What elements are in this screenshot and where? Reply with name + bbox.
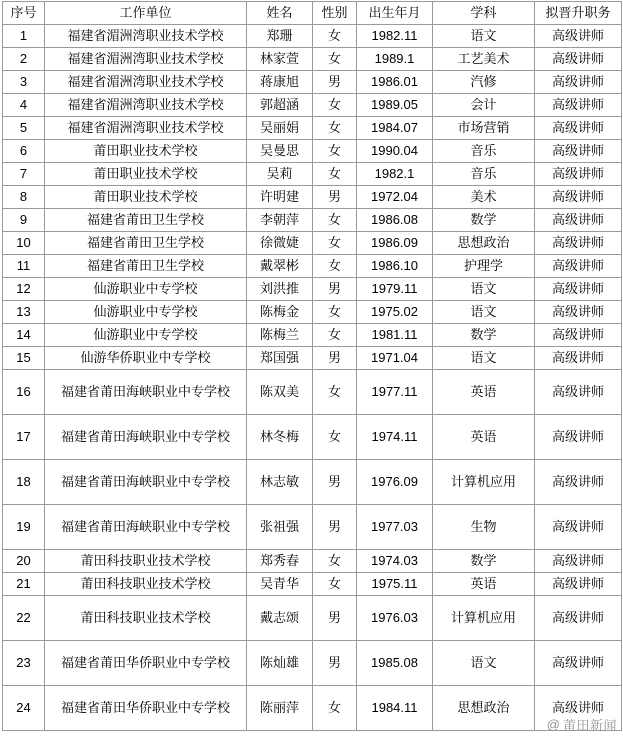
cell-seq: 13 <box>3 301 45 324</box>
cell-sex: 女 <box>313 25 357 48</box>
cell-subject: 汽修 <box>433 71 535 94</box>
table-header <box>3 2 622 25</box>
cell-seq: 24 <box>3 686 45 731</box>
table-row <box>3 71 622 94</box>
cell-seq: 3 <box>3 71 45 94</box>
cell-post: 高级讲师 <box>535 641 622 686</box>
cell-dob: 1977.11 <box>357 370 433 415</box>
cell-dob: 1972.04 <box>357 186 433 209</box>
cell-unit: 福建省湄洲湾职业技术学校 <box>45 71 247 94</box>
cell-name: 张祖强 <box>247 505 313 550</box>
table-row <box>3 278 622 301</box>
cell-seq: 2 <box>3 48 45 71</box>
cell-seq: 16 <box>3 370 45 415</box>
cell-post: 高级讲师 <box>535 117 622 140</box>
cell-unit: 福建省莆田海峡职业中专学校 <box>45 370 247 415</box>
cell-post: 高级讲师 <box>535 94 622 117</box>
cell-name: 戴志颂 <box>247 596 313 641</box>
cell-seq: 12 <box>3 278 45 301</box>
table-row <box>3 460 622 505</box>
cell-dob: 1979.11 <box>357 278 433 301</box>
cell-post: 高级讲师 <box>535 686 622 731</box>
cell-post: 高级讲师 <box>535 163 622 186</box>
cell-seq: 9 <box>3 209 45 232</box>
table-body <box>3 25 622 731</box>
table-row <box>3 48 622 71</box>
table-header-row <box>3 2 622 25</box>
table-row <box>3 25 622 48</box>
cell-post: 高级讲师 <box>535 596 622 641</box>
cell-seq: 23 <box>3 641 45 686</box>
cell-post: 高级讲师 <box>535 505 622 550</box>
watermark-text: 莆田新闻 <box>562 718 617 733</box>
cell-subject: 数学 <box>433 324 535 347</box>
cell-post: 高级讲师 <box>535 71 622 94</box>
cell-post: 高级讲师 <box>535 415 622 460</box>
cell-post: 高级讲师 <box>535 186 622 209</box>
cell-sex: 女 <box>313 370 357 415</box>
cell-sex: 男 <box>313 347 357 370</box>
table-row <box>3 573 622 596</box>
cell-seq: 19 <box>3 505 45 550</box>
cell-subject: 语文 <box>433 278 535 301</box>
cell-sex: 男 <box>313 71 357 94</box>
cell-post: 高级讲师 <box>535 347 622 370</box>
cell-post: 高级讲师 <box>535 278 622 301</box>
cell-name: 林冬梅 <box>247 415 313 460</box>
cell-name: 林家萱 <box>247 48 313 71</box>
cell-subject: 语文 <box>433 641 535 686</box>
cell-sex: 男 <box>313 460 357 505</box>
cell-sex: 女 <box>313 117 357 140</box>
cell-unit: 莆田科技职业技术学校 <box>45 596 247 641</box>
cell-post: 高级讲师 <box>535 25 622 48</box>
cell-sex: 女 <box>313 163 357 186</box>
cell-unit: 莆田科技职业技术学校 <box>45 573 247 596</box>
cell-subject: 音乐 <box>433 163 535 186</box>
cell-name: 吴丽娟 <box>247 117 313 140</box>
table-row <box>3 505 622 550</box>
cell-name: 陈灿雄 <box>247 641 313 686</box>
cell-sex: 男 <box>313 278 357 301</box>
cell-sex: 女 <box>313 415 357 460</box>
cell-sex: 女 <box>313 94 357 117</box>
cell-dob: 1986.01 <box>357 71 433 94</box>
cell-subject: 护理学 <box>433 255 535 278</box>
table-row <box>3 641 622 686</box>
cell-name: 陈双美 <box>247 370 313 415</box>
cell-subject: 数学 <box>433 209 535 232</box>
cell-subject: 英语 <box>433 370 535 415</box>
cell-subject: 计算机应用 <box>433 460 535 505</box>
cell-sex: 女 <box>313 209 357 232</box>
table-row <box>3 324 622 347</box>
cell-unit: 福建省莆田海峡职业中专学校 <box>45 505 247 550</box>
cell-dob: 1975.02 <box>357 301 433 324</box>
cell-unit: 福建省莆田卫生学校 <box>45 232 247 255</box>
cell-post: 高级讲师 <box>535 48 622 71</box>
table-row <box>3 94 622 117</box>
column-header-post: 拟晋升职务 <box>535 2 622 25</box>
cell-subject: 数学 <box>433 550 535 573</box>
cell-name: 许明建 <box>247 186 313 209</box>
cell-name: 林志敏 <box>247 460 313 505</box>
table-row <box>3 370 622 415</box>
cell-dob: 1984.07 <box>357 117 433 140</box>
cell-seq: 8 <box>3 186 45 209</box>
cell-unit: 福建省莆田卫生学校 <box>45 209 247 232</box>
cell-unit: 福建省莆田海峡职业中专学校 <box>45 415 247 460</box>
cell-post: 高级讲师 <box>535 460 622 505</box>
cell-unit: 莆田职业技术学校 <box>45 186 247 209</box>
cell-post: 高级讲师 <box>535 301 622 324</box>
cell-seq: 5 <box>3 117 45 140</box>
cell-sex: 男 <box>313 596 357 641</box>
cell-unit: 仙游职业中专学校 <box>45 324 247 347</box>
cell-name: 吴莉 <box>247 163 313 186</box>
cell-subject: 语文 <box>433 347 535 370</box>
cell-sex: 女 <box>313 232 357 255</box>
cell-name: 吴青华 <box>247 573 313 596</box>
cell-post: 高级讲师 <box>535 255 622 278</box>
cell-subject: 市场营销 <box>433 117 535 140</box>
table-row <box>3 596 622 641</box>
cell-sex: 男 <box>313 186 357 209</box>
cell-sex: 女 <box>313 301 357 324</box>
cell-subject: 英语 <box>433 415 535 460</box>
cell-dob: 1986.10 <box>357 255 433 278</box>
table-row <box>3 255 622 278</box>
cell-sex: 女 <box>313 255 357 278</box>
cell-seq: 10 <box>3 232 45 255</box>
cell-name: 陈丽萍 <box>247 686 313 731</box>
cell-sex: 女 <box>313 686 357 731</box>
column-header-name: 姓名 <box>247 2 313 25</box>
cell-subject: 语文 <box>433 25 535 48</box>
cell-seq: 6 <box>3 140 45 163</box>
cell-dob: 1986.09 <box>357 232 433 255</box>
cell-subject: 会计 <box>433 94 535 117</box>
cell-dob: 1982.1 <box>357 163 433 186</box>
cell-name: 刘洪推 <box>247 278 313 301</box>
cell-name: 吴曼思 <box>247 140 313 163</box>
cell-dob: 1981.11 <box>357 324 433 347</box>
table-row <box>3 347 622 370</box>
cell-name: 郑珊 <box>247 25 313 48</box>
column-header-dob: 出生年月 <box>357 2 433 25</box>
table-row <box>3 186 622 209</box>
cell-post: 高级讲师 <box>535 140 622 163</box>
cell-sex: 女 <box>313 573 357 596</box>
table-row <box>3 686 622 731</box>
spreadsheet-canvas <box>0 1 623 738</box>
cell-subject: 音乐 <box>433 140 535 163</box>
cell-seq: 1 <box>3 25 45 48</box>
cell-seq: 11 <box>3 255 45 278</box>
cell-name: 蒋康旭 <box>247 71 313 94</box>
cell-dob: 1974.03 <box>357 550 433 573</box>
column-header-sex: 性别 <box>313 2 357 25</box>
cell-name: 郭超涵 <box>247 94 313 117</box>
table-row <box>3 550 622 573</box>
cell-sex: 男 <box>313 641 357 686</box>
cell-dob: 1976.09 <box>357 460 433 505</box>
cell-unit: 福建省湄洲湾职业技术学校 <box>45 25 247 48</box>
cell-dob: 1989.1 <box>357 48 433 71</box>
cell-unit: 福建省莆田卫生学校 <box>45 255 247 278</box>
cell-dob: 1984.11 <box>357 686 433 731</box>
cell-name: 戴翠彬 <box>247 255 313 278</box>
cell-seq: 22 <box>3 596 45 641</box>
cell-sex: 女 <box>313 48 357 71</box>
cell-seq: 17 <box>3 415 45 460</box>
cell-dob: 1975.11 <box>357 573 433 596</box>
cell-seq: 18 <box>3 460 45 505</box>
cell-post: 高级讲师 <box>535 324 622 347</box>
table-row <box>3 140 622 163</box>
cell-unit: 福建省湄洲湾职业技术学校 <box>45 48 247 71</box>
cell-seq: 7 <box>3 163 45 186</box>
cell-sex: 女 <box>313 550 357 573</box>
column-header-subject: 学科 <box>433 2 535 25</box>
cell-dob: 1990.04 <box>357 140 433 163</box>
cell-seq: 4 <box>3 94 45 117</box>
cell-post: 高级讲师 <box>535 232 622 255</box>
cell-post: 高级讲师 <box>535 370 622 415</box>
cell-seq: 21 <box>3 573 45 596</box>
table-row <box>3 415 622 460</box>
cell-unit: 福建省湄洲湾职业技术学校 <box>45 94 247 117</box>
cell-dob: 1974.11 <box>357 415 433 460</box>
cell-unit: 仙游华侨职业中专学校 <box>45 347 247 370</box>
cell-seq: 15 <box>3 347 45 370</box>
cell-subject: 生物 <box>433 505 535 550</box>
cell-name: 徐微婕 <box>247 232 313 255</box>
cell-unit: 莆田职业技术学校 <box>45 163 247 186</box>
table-row <box>3 117 622 140</box>
cell-name: 李朝萍 <box>247 209 313 232</box>
cell-subject: 思想政治 <box>433 686 535 731</box>
cell-dob: 1985.08 <box>357 641 433 686</box>
column-header-seq: 序号 <box>3 2 45 25</box>
table-row <box>3 232 622 255</box>
cell-unit: 福建省湄洲湾职业技术学校 <box>45 117 247 140</box>
cell-unit: 福建省莆田海峡职业中专学校 <box>45 460 247 505</box>
cell-unit: 莆田科技职业技术学校 <box>45 550 247 573</box>
cell-post: 高级讲师 <box>535 209 622 232</box>
promotion-candidates-table <box>2 1 622 731</box>
cell-unit: 莆田职业技术学校 <box>45 140 247 163</box>
cell-name: 郑秀春 <box>247 550 313 573</box>
table-row <box>3 163 622 186</box>
cell-unit: 仙游职业中专学校 <box>45 301 247 324</box>
cell-sex: 男 <box>313 505 357 550</box>
cell-dob: 1989.05 <box>357 94 433 117</box>
cell-unit: 福建省莆田华侨职业中专学校 <box>45 686 247 731</box>
cell-dob: 1976.03 <box>357 596 433 641</box>
cell-unit: 仙游职业中专学校 <box>45 278 247 301</box>
cell-post: 高级讲师 <box>535 573 622 596</box>
cell-subject: 计算机应用 <box>433 596 535 641</box>
cell-unit: 福建省莆田华侨职业中专学校 <box>45 641 247 686</box>
cell-subject: 语文 <box>433 301 535 324</box>
cell-name: 郑国强 <box>247 347 313 370</box>
cell-seq: 14 <box>3 324 45 347</box>
cell-sex: 女 <box>313 324 357 347</box>
cell-sex: 女 <box>313 140 357 163</box>
cell-subject: 工艺美术 <box>433 48 535 71</box>
cell-post: 高级讲师 <box>535 550 622 573</box>
cell-dob: 1982.11 <box>357 25 433 48</box>
cell-name: 陈梅兰 <box>247 324 313 347</box>
watermark-at-symbol: @ <box>546 717 560 732</box>
table-row <box>3 209 622 232</box>
cell-name: 陈梅金 <box>247 301 313 324</box>
cell-subject: 思想政治 <box>433 232 535 255</box>
cell-dob: 1971.04 <box>357 347 433 370</box>
column-header-unit: 工作单位 <box>45 2 247 25</box>
cell-dob: 1986.08 <box>357 209 433 232</box>
cell-seq: 20 <box>3 550 45 573</box>
cell-dob: 1977.03 <box>357 505 433 550</box>
cell-subject: 美术 <box>433 186 535 209</box>
cell-subject: 英语 <box>433 573 535 596</box>
table-row <box>3 301 622 324</box>
